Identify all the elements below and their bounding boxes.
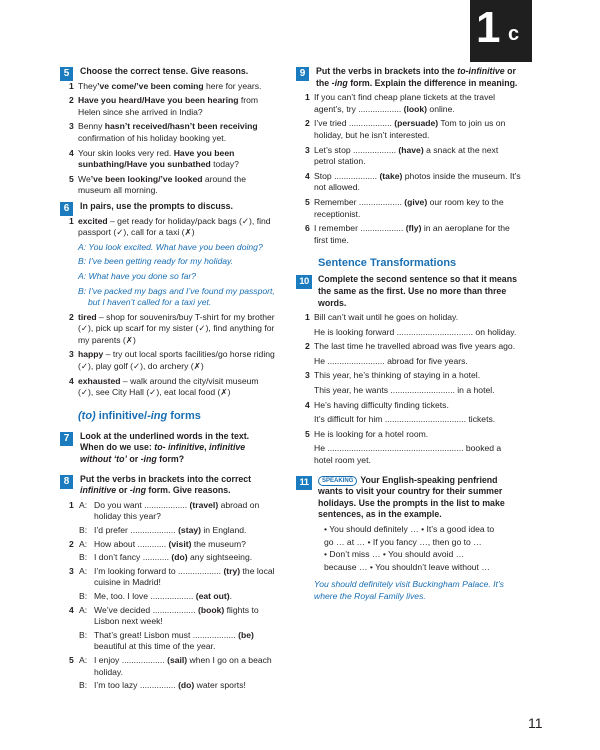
- speaker-label: A:: [79, 538, 88, 549]
- item-text: I’m looking forward to .................. (try) the local cuisine in Madrid!: [94, 565, 275, 588]
- item-text: I’ve tried .................. (persuade) Tom to join us on holiday, but he isn’t interested.: [314, 118, 506, 140]
- exercise-title: In pairs, use the prompts to discuss.: [80, 200, 234, 211]
- section-heading-transformations: Sentence Transformations: [318, 257, 457, 270]
- exercise-number: 10: [296, 275, 312, 289]
- right-column: [296, 66, 521, 603]
- item-number: 6: [305, 223, 310, 234]
- item-number: 4: [305, 170, 310, 181]
- item-text: I’d prefer ................... (stay) in England.: [94, 525, 247, 535]
- exercise-item: [60, 174, 275, 197]
- item-text: Your skin looks very red. Have you been sunbathing/Have you sunbathed today?: [78, 147, 239, 170]
- speaker-label: B:: [79, 525, 88, 535]
- exercise-8: [60, 474, 275, 692]
- exercise-item: [296, 118, 521, 141]
- exercise-item: [296, 312, 521, 324]
- dialogue-line: [60, 552, 275, 564]
- prompt-list: [318, 524, 521, 573]
- exercise-item: [296, 171, 521, 194]
- exercise-number: 6: [60, 202, 73, 216]
- item-text: They’ve come/’ve been coming here for years.: [78, 80, 262, 91]
- item-number: 2: [69, 95, 74, 106]
- speaking-tag: SPEAKING: [318, 476, 357, 486]
- dialogue-line: [60, 680, 275, 692]
- item-number: 2: [69, 538, 74, 549]
- speaker-label: A:: [79, 654, 88, 665]
- exercise-items: [60, 81, 275, 197]
- exercise-number: 9: [296, 67, 309, 81]
- exercise-items: [60, 216, 275, 399]
- answer-line: He ........................ abroad for five years.: [314, 355, 468, 366]
- exercise-number: 5: [60, 67, 73, 81]
- exercise-10: [296, 274, 521, 466]
- item-text: I remember .................. (fly) in an aeroplane for the first time.: [314, 223, 510, 245]
- exercise-items: [296, 92, 521, 246]
- item-number: 5: [69, 173, 74, 184]
- exercise-item: [296, 400, 521, 412]
- exercise-title: Look at the underlined words in the text. When do we use: to- infinitive, infinitive without ‘to’ or -ing form?: [80, 430, 250, 465]
- item-number: 1: [69, 80, 74, 91]
- exercise-title: Put the verbs in brackets into the correct infinitive or -ing form. Give reasons.: [80, 473, 252, 496]
- page-number: 11: [528, 715, 543, 731]
- item-text: I enjoy .................. (sail) when I go on a beach holiday.: [94, 654, 272, 677]
- dialogue-line: [60, 591, 275, 603]
- dialogue-line: B: I’ve packed my bags and I’ve found my passport, but I haven’t called for a taxi yet.: [78, 285, 275, 308]
- exercise-item: [296, 341, 521, 353]
- exercise-title: Choose the correct tense. Give reasons.: [80, 66, 249, 76]
- item-number: 5: [69, 654, 74, 665]
- item-number: 1: [69, 499, 74, 510]
- answer-line: He ......................................................... booked a hotel room yet.: [314, 443, 502, 466]
- dialogue-line: [60, 630, 275, 653]
- answer-line: He is looking forward ................................ on holiday.: [314, 326, 517, 337]
- item-number: 2: [305, 341, 310, 352]
- item-number: 4: [69, 604, 74, 615]
- item-number: 3: [305, 144, 310, 155]
- exercise-item: [60, 148, 275, 171]
- exercise-number: 8: [60, 475, 73, 489]
- item-text: Do you want .................. (travel) abroad on holiday this year?: [94, 499, 260, 522]
- item-text: Remember .................. (give) our room key to the receptionist.: [314, 196, 504, 219]
- item-number: 1: [305, 92, 310, 103]
- dialogue-line: [60, 500, 275, 523]
- answer-line: It’s difficult for him .................................. tickets.: [314, 414, 496, 425]
- item-text: Benny hasn’t received/hasn’t been receiving confirmation of his holiday booking yet.: [78, 121, 258, 143]
- exercise-7: [60, 431, 275, 466]
- exercise-item: [60, 349, 275, 372]
- item-text: Let’s stop .................. (have) a snack at the next petrol station.: [314, 144, 499, 167]
- dialogue-line: [60, 605, 275, 628]
- item-number: 1: [305, 312, 310, 323]
- dialogue-line: [60, 566, 275, 589]
- dialogue-line: [60, 525, 275, 537]
- item-text: How about ............ (visit) the museum?: [94, 538, 246, 549]
- item-text: He’s having difficulty finding tickets.: [314, 399, 449, 410]
- exercise-title: Put the verbs in brackets into the to-infinitive or the -ing form. Explain the difference in meaning.: [316, 66, 518, 88]
- exercise-number: 7: [60, 432, 73, 446]
- item-number: 3: [305, 370, 310, 381]
- exercise-item: [60, 312, 275, 347]
- prompt-line: go … at … • If you fancy …, then go to …: [324, 536, 482, 547]
- item-text: Bill can’t wait until he goes on holiday.: [314, 312, 459, 323]
- exercise-item: [60, 95, 275, 118]
- speaker-label: A:: [79, 565, 88, 576]
- exercise-item: [60, 216, 275, 239]
- item-text: He is looking for a hotel room.: [314, 428, 429, 439]
- left-column: [60, 66, 275, 694]
- exercise-items: [296, 312, 521, 467]
- exercise-item: [296, 145, 521, 168]
- speaker-label: B:: [79, 680, 88, 691]
- exercise-item: [60, 81, 275, 93]
- dialogue-line: A: What have you done so far?: [78, 270, 196, 281]
- speaker-label: B:: [79, 590, 88, 601]
- prompt-line: • You should definitely … • It’s a good idea to: [324, 524, 495, 534]
- prompt-line: because … • You shouldn’t leave without …: [324, 561, 490, 572]
- item-text: tired – shop for souvenirs/buy T-shirt for my brother (✓), pick up scarf for my sister (✓), find anything for my parents (✗): [78, 311, 275, 345]
- exercise-title: Complete the second sentence so that it means the same as the first. Use no more than three words.: [318, 274, 517, 308]
- item-number: 2: [305, 118, 310, 129]
- unit-number: 1: [476, 3, 499, 52]
- example-answer: You should definitely visit Buckingham Palace. It’s where the Royal Family lives.: [314, 579, 504, 601]
- item-number: 2: [69, 311, 74, 322]
- item-number: 4: [69, 147, 74, 158]
- item-text: I don’t fancy ........... (do) any sightseeing.: [94, 552, 253, 563]
- item-number: 3: [69, 349, 74, 360]
- unit-letter: c: [508, 23, 520, 45]
- item-number: 4: [69, 375, 74, 386]
- item-text: If you can’t find cheap plane tickets at the travel agent’s, try .................. (look) online.: [314, 92, 496, 114]
- exercise-item: [296, 92, 521, 115]
- answer-line: This year, he wants ........................... in a hotel.: [314, 385, 495, 396]
- item-text: I’m too lazy ............... (do) water sports!: [94, 680, 246, 691]
- dialogue-line: B: I’ve been getting ready for my holiday.: [78, 256, 234, 267]
- dialogue-line: [60, 539, 275, 551]
- exercise-title: Your English-speaking penfriend wants to visit your country for their summer holidays. Use the prompts in the list to make sentences, as in the example.: [318, 474, 505, 520]
- exercise-item: [60, 376, 275, 399]
- item-number: 3: [69, 121, 74, 132]
- item-text: This year, he’s thinking of staying in a hotel.: [314, 370, 481, 381]
- speaker-label: A:: [79, 499, 88, 510]
- item-text: That’s great! Lisbon must .................. (be) beautiful at this time of the year.: [94, 629, 254, 652]
- item-text: excited – get ready for holiday/pack bags (✓), find passport (✓), call for a taxi (✗): [78, 215, 271, 238]
- item-number: 5: [305, 196, 310, 207]
- item-number: 5: [305, 428, 310, 439]
- exercise-item: [296, 223, 521, 246]
- exercise-item: [296, 197, 521, 220]
- exercise-item: [296, 429, 521, 441]
- item-text: Me, too. I love .................. (eat out).: [94, 590, 233, 601]
- unit-tab: [470, 0, 532, 62]
- item-text: Have you heard/Have you been hearing from Helen since she arrived in India?: [78, 95, 259, 117]
- exercise-5: [60, 66, 275, 197]
- item-number: 3: [69, 565, 74, 576]
- item-text: happy – try out local sports facilities/go horse riding (✓), play golf (✓), do archery (✗): [78, 349, 275, 372]
- item-text: We’ve decided .................. (book) flights to Lisbon next week!: [94, 604, 259, 627]
- exercise-item: [60, 121, 275, 144]
- speaker-label: A:: [79, 604, 88, 615]
- exercise-items: [60, 500, 275, 692]
- speaker-label: B:: [79, 552, 88, 563]
- item-text: Stop .................. (take) photos inside the museum. It’s not allowed.: [314, 170, 521, 193]
- item-number: 1: [69, 215, 74, 226]
- exercise-9: [296, 66, 521, 246]
- item-text: exhausted – walk around the city/visit museum (✓), see City Hall (✓), eat local food (✗): [78, 375, 259, 398]
- item-text: We’ve been looking/’ve looked around the museum all morning.: [78, 173, 246, 196]
- item-text: The last time he travelled abroad was five years ago.: [314, 341, 516, 352]
- exercise-number: 11: [296, 476, 312, 490]
- exercise-11: [296, 475, 521, 603]
- exercise-item: [296, 370, 521, 382]
- speaker-label: B:: [79, 629, 88, 640]
- section-heading-infinitive: (to) infinitive/-ing forms: [78, 409, 201, 422]
- dialogue-line: A: You look excited. What have you been doing?: [78, 241, 263, 252]
- item-number: 4: [305, 399, 310, 410]
- dialogue-line: [60, 655, 275, 678]
- prompt-line: • Don’t miss … • You should avoid …: [324, 549, 465, 560]
- exercise-6: [60, 201, 275, 399]
